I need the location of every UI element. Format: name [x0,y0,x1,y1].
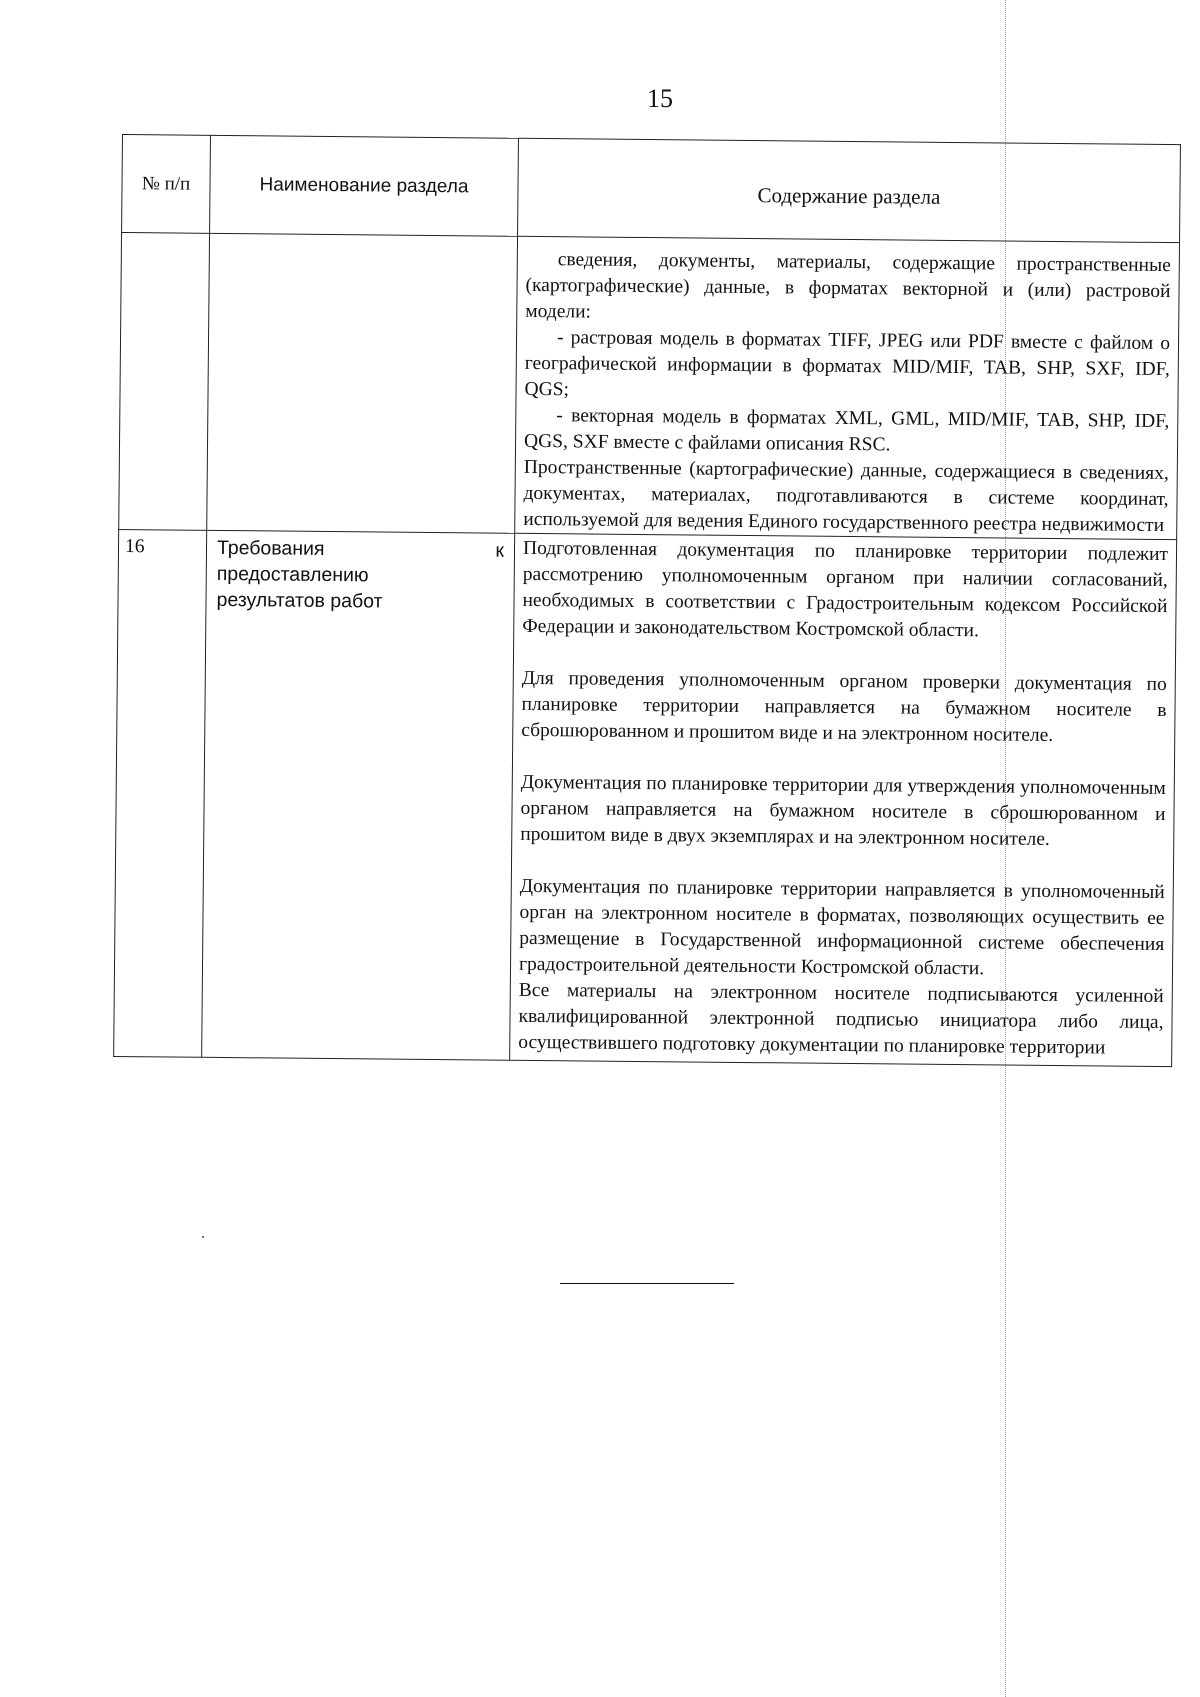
page-number: 15 [647,84,673,113]
content-paragraph: Документация по планировке территории для утверждения уполномоченным органом направляется на бумажном носителе в сброшюрованном и прошитом виде в двух экземплярах и на электронном носителе. [520,771,1166,850]
content-cell [515,236,1180,539]
name-cell-empty [207,233,518,533]
requirements-table [113,134,1181,1067]
content-paragraph: Документация по планировке территории направляется в уполномоченный орган на электронном носителе в форматах, позволяющих осуществить ее размещение в Государственной информационной системе обеспечения градостроительной деятельности Костромской области. [518,875,1165,980]
content-paragraph: Подготовленная документация по планировке территории подлежит рассмотрению уполномоченным органом при наличии согласований, необходимых в соответствии с Градостроительным кодексом Российской Федерации и законодательством Костромской области. [522,537,1169,642]
header-content: Содержание раздела [518,138,1181,242]
section-name-word: Требования [216,536,325,560]
row-number: 16 [114,529,207,1057]
section-name-cell [202,530,515,1060]
content-paragraph: Для проведения уполномоченным органом проверки документация по планировке территории направляется на бумажном носителе в сброшюрованном и прошитом виде и на электронном носителе. [521,667,1167,746]
content-paragraph: сведения, документы, материалы, содержащие пространственные (картографические) данные, в форматах векторной и (или) растровой модели: [525,249,1171,323]
end-of-document-rule [560,1283,734,1284]
content-paragraph: - векторная модель в форматах XML, GML, MID/MIF, TAB, SHP, IDF, QGS, SXF вместе с файлами описания RSC. [523,405,1170,456]
header-num: № п/п [122,135,211,234]
content-cell [510,533,1177,1066]
content-paragraph: Все материалы на электронном носителе подписываются усиленной квалифицированной электронной подписью инициатора либо лица, осуществившего подготовку документации по планировке территории [518,979,1164,1059]
content-paragraph: - растровая модель в форматах TIFF, JPEG или PDF вместе с файлом о географической информации в форматах MID/MIF, TAB, SHP, SXF, IDF, QGS; [524,327,1171,401]
section-name-word: к [495,539,505,562]
content-paragraph: Пространственные (картографические) данные, содержащиеся в сведениях, документах, материалах, подготавливаются в системе координат, используемой для ведения Единого государственного реестра недвижимости [523,456,1169,537]
table-row [119,233,1180,540]
num-cell-empty [119,233,210,531]
scan-speck [202,1236,204,1238]
section-name-line: предоставлению [216,562,369,587]
section-name-line: результатов работ [216,588,383,613]
table-header-row [122,135,1181,243]
section-name-line [217,535,504,564]
table-row [114,529,1177,1066]
header-name: Наименование раздела [210,135,519,236]
